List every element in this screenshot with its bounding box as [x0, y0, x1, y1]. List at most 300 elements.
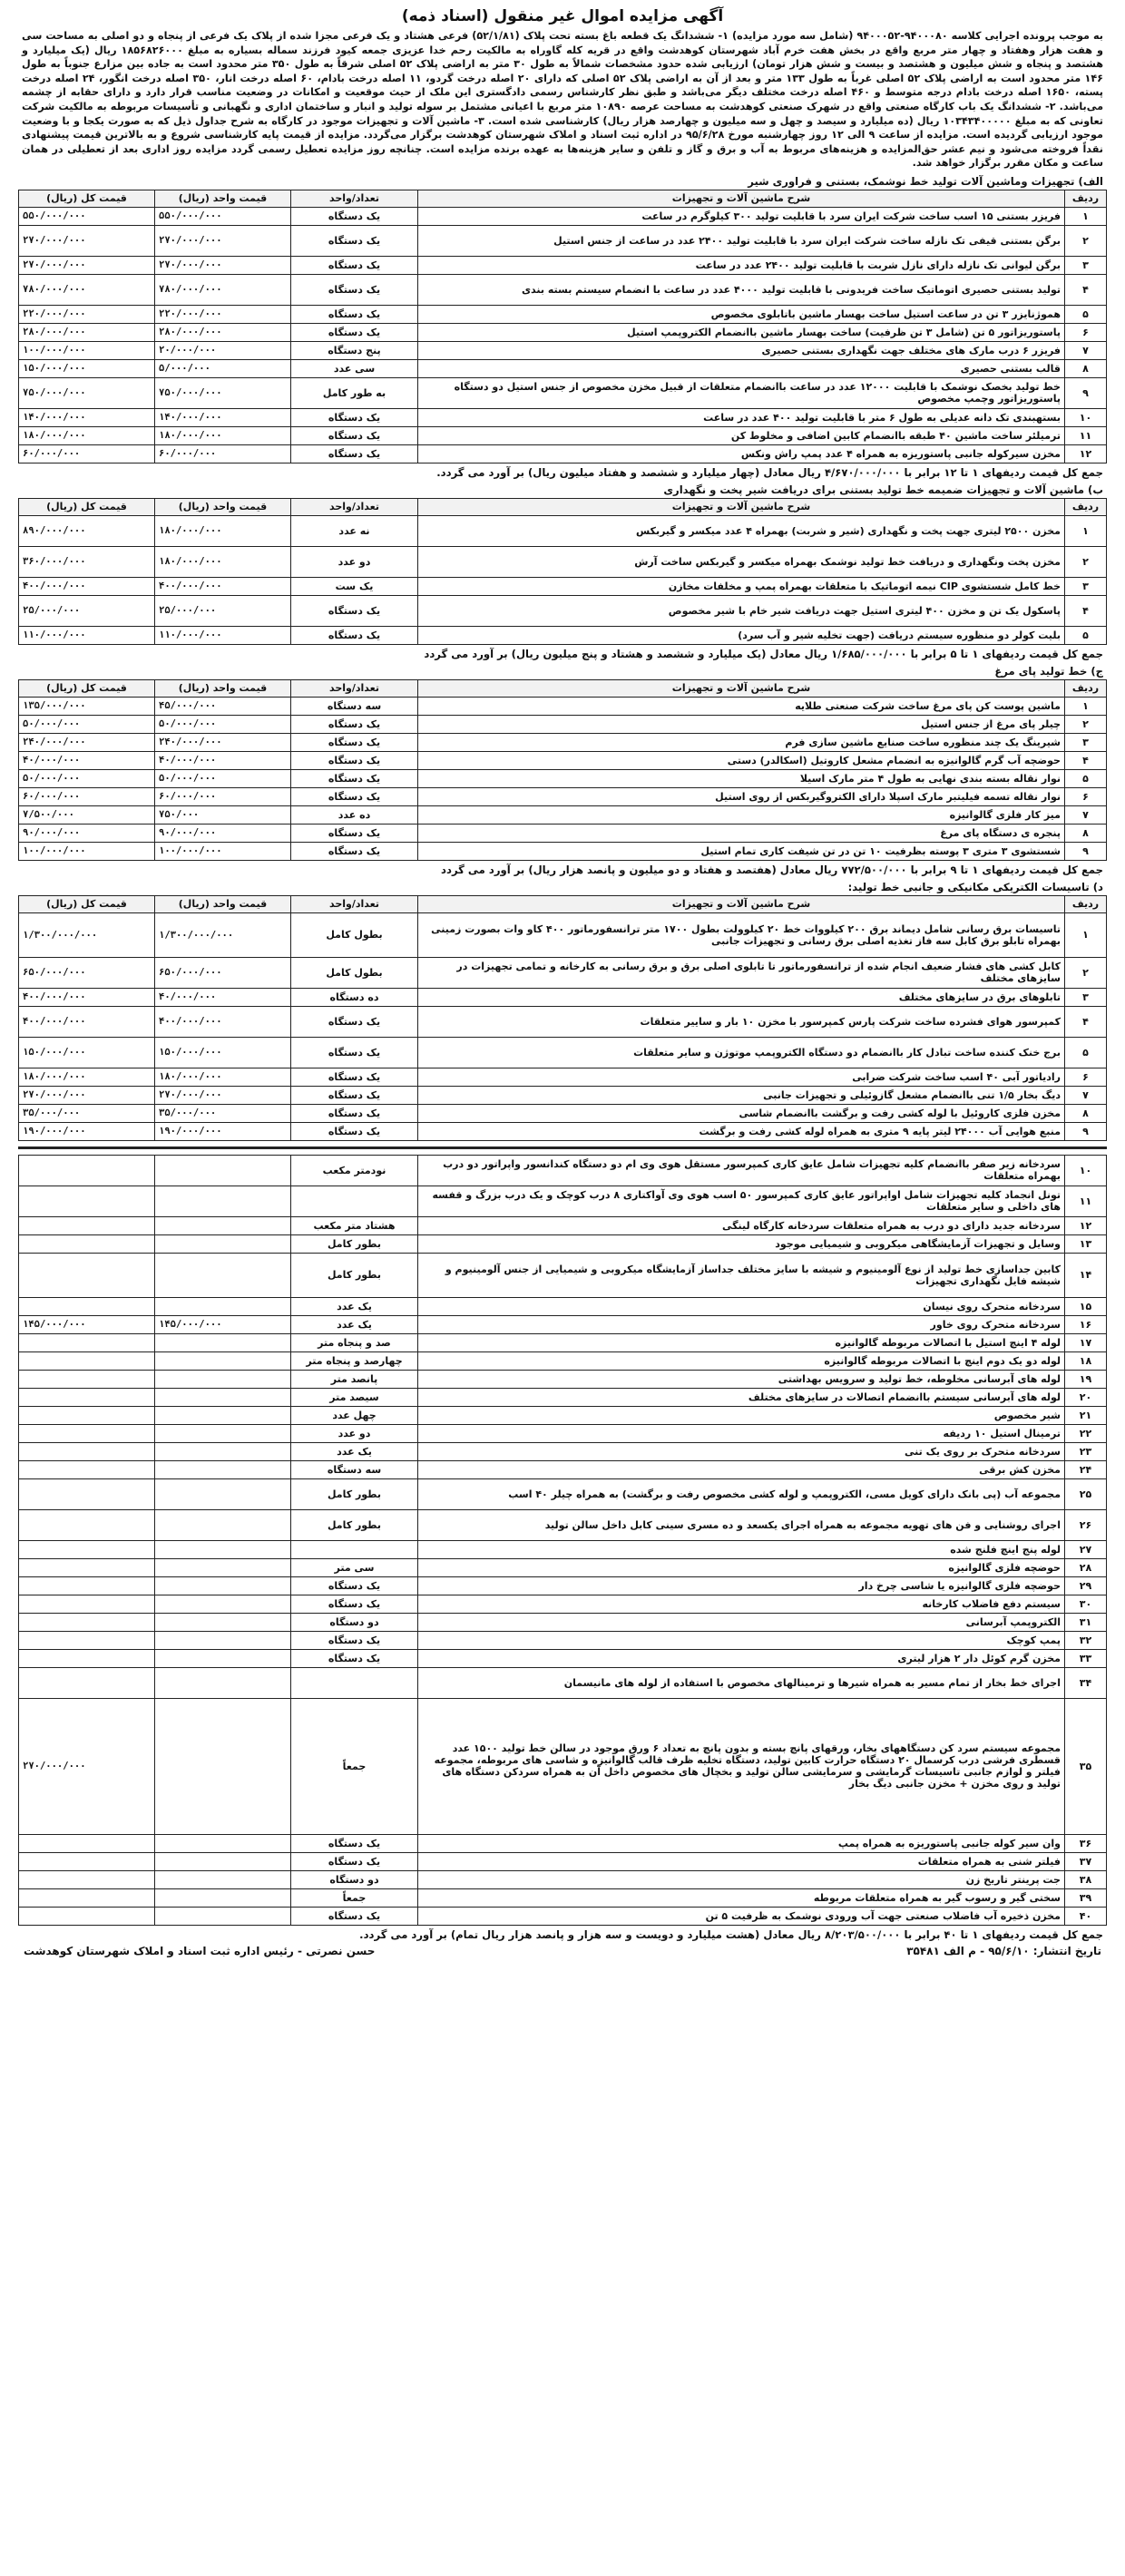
table-d-header [19, 895, 1107, 912]
row-number: ۳۲ [1065, 1631, 1107, 1649]
item-total-price: ۲۴۰/۰۰۰/۰۰۰ [19, 733, 155, 751]
item-quantity: صد و پنجاه متر [291, 1333, 418, 1351]
item-unit-price [155, 1888, 291, 1907]
item-total-price [19, 1333, 155, 1351]
item-description: هموژنایزر ۳ تن در ساعت استیل ساخت بهسار ماشین باتابلوی مخصوص [418, 305, 1065, 323]
item-unit-price: ۱۸۰/۰۰۰/۰۰۰ [155, 426, 291, 444]
item-unit-price: ۲۰/۰۰۰/۰۰۰ [155, 341, 291, 359]
item-description: نوار نقاله بسته بندی نهایی به طول ۴ متر مارک اسیلا [418, 769, 1065, 787]
table-row [19, 787, 1107, 805]
item-quantity: یک دستگاه [291, 626, 418, 644]
row-number: ۱۳ [1065, 1234, 1107, 1253]
row-number: ۷ [1065, 1086, 1107, 1104]
item-description: میز کار فلزی گالوانیزه [418, 805, 1065, 824]
item-quantity: بطور کامل [291, 1253, 418, 1297]
row-number: ۷ [1065, 805, 1107, 824]
item-quantity: جمعاً [291, 1888, 418, 1907]
table-row [19, 1315, 1107, 1333]
table-row [19, 323, 1107, 341]
item-quantity: دو عدد [291, 1424, 418, 1442]
item-unit-price [155, 1333, 291, 1351]
table-row [19, 842, 1107, 860]
item-description: لوله دو یک دوم اینچ با اتصالات مربوطه گالوانیزه [418, 1351, 1065, 1370]
row-number: ۶ [1065, 323, 1107, 341]
row-number: ۴ [1065, 1006, 1107, 1037]
row-number: ۳۶ [1065, 1834, 1107, 1852]
table-row [19, 1540, 1107, 1558]
item-total-price: ۶۰/۰۰۰/۰۰۰ [19, 444, 155, 463]
item-unit-price: ۱۹۰/۰۰۰/۰۰۰ [155, 1122, 291, 1140]
item-quantity: هشتاد متر مکعب [291, 1216, 418, 1234]
item-unit-price [155, 1870, 291, 1888]
item-unit-price: ۵۰/۰۰۰/۰۰۰ [155, 715, 291, 733]
item-quantity: به طور کامل [291, 377, 418, 408]
item-unit-price: ۱۰۰/۰۰۰/۰۰۰ [155, 842, 291, 860]
item-total-price: ۲۷۰/۰۰۰/۰۰۰ [19, 1698, 155, 1834]
item-total-price [19, 1460, 155, 1478]
item-quantity: دو دستگاه [291, 1613, 418, 1631]
item-description: جت پرینتر تاریخ زن [418, 1870, 1065, 1888]
table-row [19, 1698, 1107, 1834]
item-total-price: ۱۴۰/۰۰۰/۰۰۰ [19, 408, 155, 426]
item-description: الکتروپمپ آبرسانی [418, 1613, 1065, 1631]
item-total-price: ۲۵/۰۰۰/۰۰۰ [19, 595, 155, 626]
item-unit-price [155, 1667, 291, 1698]
table-row [19, 225, 1107, 256]
item-quantity: سیصد متر [291, 1388, 418, 1406]
table-row [19, 1297, 1107, 1315]
item-unit-price: ۲۵/۰۰۰/۰۰۰ [155, 595, 291, 626]
item-quantity: یک دستگاه [291, 824, 418, 842]
item-total-price: ۷/۵۰۰/۰۰۰ [19, 805, 155, 824]
table-row [19, 1068, 1107, 1086]
table-row [19, 805, 1107, 824]
item-description: مخزن فلزی کاروئیل با لوله کشی رفت و برگشت باانضمام شاسی [418, 1104, 1065, 1122]
item-total-price: ۱۳۵/۰۰۰/۰۰۰ [19, 697, 155, 715]
item-quantity: یک ست [291, 577, 418, 595]
item-total-price: ۳۵/۰۰۰/۰۰۰ [19, 1104, 155, 1122]
item-total-price [19, 1540, 155, 1558]
item-description: سردخانه متحرک روی خاور [418, 1315, 1065, 1333]
footer [24, 1945, 1101, 1957]
item-quantity [291, 1186, 418, 1216]
row-number: ۱۶ [1065, 1315, 1107, 1333]
row-number: ۵ [1065, 305, 1107, 323]
table-row [19, 1888, 1107, 1907]
table-row [19, 408, 1107, 426]
item-description: ترمینال استیل ۱۰ ردیفه [418, 1424, 1065, 1442]
table-row [19, 1122, 1107, 1140]
item-unit-price [155, 1631, 291, 1649]
item-quantity: سه دستگاه [291, 697, 418, 715]
item-total-price: ۶۰/۰۰۰/۰۰۰ [19, 787, 155, 805]
item-total-price: ۲۷۰/۰۰۰/۰۰۰ [19, 225, 155, 256]
item-unit-price: ۵۵۰/۰۰۰/۰۰۰ [155, 207, 291, 225]
item-description: فیلتر شنی به همراه متعلقات [418, 1852, 1065, 1870]
item-total-price [19, 1234, 155, 1253]
page-title: آگهی مزایده اموال غیر منقول (اسناد ذمه) [401, 7, 724, 25]
table-row [19, 912, 1107, 957]
item-unit-price [155, 1186, 291, 1216]
item-description: لوله های آبرسانی سیستم باانضمام اتصالات در سایزهای مختلف [418, 1388, 1065, 1406]
item-description: چیلر پای مرغ از جنس استیل [418, 715, 1065, 733]
publish-date: تاریخ انتشار: ۹۵/۶/۱۰ - م الف ۳۵۴۸۱ [906, 1944, 1101, 1957]
item-total-price [19, 1406, 155, 1424]
item-unit-price [155, 1370, 291, 1388]
row-number: ۱۴ [1065, 1253, 1107, 1297]
item-unit-price: ۴۰۰/۰۰۰/۰۰۰ [155, 1006, 291, 1037]
header-unit-price: قیمت واحد (ریال) [155, 498, 291, 515]
table-row [19, 988, 1107, 1006]
item-total-price [19, 1888, 155, 1907]
item-description: پاستوریزاتور ۵ تن (شامل ۳ تن ظرفیت) ساخت بهسار ماشین باانضمام الکتروپمپ استیل [418, 323, 1065, 341]
item-total-price [19, 1155, 155, 1186]
item-description: کابل کشی های فشار ضعیف انجام شده از ترانسفورماتور تا تابلوی اصلی برق و برق رسانی به کارخانه و تمامی تجهیزات در سایزهای مختلف [418, 957, 1065, 988]
row-number: ۳۸ [1065, 1870, 1107, 1888]
item-unit-price [155, 1509, 291, 1540]
table-row [19, 1406, 1107, 1424]
table-row [19, 1613, 1107, 1631]
table-row [19, 444, 1107, 463]
item-unit-price [155, 1907, 291, 1925]
item-total-price: ۳۶۰/۰۰۰/۰۰۰ [19, 546, 155, 577]
table-row [19, 1216, 1107, 1234]
table-row [19, 1460, 1107, 1478]
row-number: ۳۷ [1065, 1852, 1107, 1870]
item-quantity: چهارصد و پنجاه متر [291, 1351, 418, 1370]
row-number: ۱۱ [1065, 1186, 1107, 1216]
row-number: ۱ [1065, 207, 1107, 225]
item-unit-price [155, 1406, 291, 1424]
item-description: شستشوی ۳ متری ۳ پوسته بظرفیت ۱۰ تن در تن شیفت کاری تمام استیل [418, 842, 1065, 860]
section-a-title: الف) تجهیزات وماشین آلات تولید خط نوشمک، بستنی و فراوری شیر [748, 174, 1103, 188]
row-number: ۳۰ [1065, 1595, 1107, 1613]
item-total-price [19, 1509, 155, 1540]
item-quantity: یک دستگاه [291, 408, 418, 426]
item-total-price [19, 1576, 155, 1595]
item-description: تاسیسات برق رسانی شامل دیماند برق ۲۰۰ کیلووات خط ۲۰ کیلوولت بطول ۱۷۰۰ متر ترانسفورماتور ۴۰۰ کاو وات بصورت زمینی بهمراه تابلو برق کابل سه فاز تغذیه اصلی برق رسانی و تجهیزات جانبی [418, 912, 1065, 957]
item-unit-price: ۲۷۰/۰۰۰/۰۰۰ [155, 225, 291, 256]
item-description: مخزن پخت ونگهداری و دریافت خط تولید نوشمک بهمراه میکسر و گیربکس ساخت آرش [418, 546, 1065, 577]
item-total-price: ۱/۳۰۰/۰۰۰/۰۰۰ [19, 912, 155, 957]
header-qty: تعداد/واحد [291, 498, 418, 515]
item-quantity: پانصد متر [291, 1370, 418, 1388]
row-number: ۲۰ [1065, 1388, 1107, 1406]
item-unit-price: ۱۸۰/۰۰۰/۰۰۰ [155, 1068, 291, 1086]
row-number: ۹ [1065, 1122, 1107, 1140]
item-quantity: یک دستگاه [291, 426, 418, 444]
item-unit-price [155, 1424, 291, 1442]
section-a-total: جمع کل قیمت ردیفهای ۱ تا ۱۲ برابر با ۴/۶۷۰/۰۰۰/۰۰۰ ریال معادل (چهار میلیارد و ششصد و هفتاد میلیون ریال) بر آورد می گردد. [436, 465, 1103, 479]
item-quantity: سی عدد [291, 359, 418, 377]
item-unit-price: ۷۵۰/۰۰۰ [155, 805, 291, 824]
table-row [19, 426, 1107, 444]
item-quantity: یک دستگاه [291, 715, 418, 733]
header-qty: تعداد/واحد [291, 895, 418, 912]
item-total-price [19, 1667, 155, 1698]
table-row [19, 1424, 1107, 1442]
item-unit-price: ۲۸۰/۰۰۰/۰۰۰ [155, 323, 291, 341]
item-description: مخزن ذخیره آب فاضلاب صنعتی جهت آب ورودی نوشمک به ظرفیت ۵ تن [418, 1907, 1065, 1925]
item-unit-price [155, 1558, 291, 1576]
table-row [19, 1351, 1107, 1370]
intro-paragraph: به موجب پرونده اجرایی کلاسه ۹۴۰۰۰۸۰-۹۴۰۰۰۵۲ (شامل سه مورد مزایده) ۱- ششدانگ یک قطعه باغ بسته تحت پلاک (۵۲/۱/۸۱) فرعی هشتاد و یک فرعی مجزا شده از پلاک یک فرعی از پنجاه و دو اصلی به مساحت سی و هفت هزار وهفتاد و چهار متر مربع واقع در بخش هفت خرم آباد شهرستان کوهدشت واقع در قریه کله گاوراه به مالکیت رحم خدا عزیزی جمعه کیود فرزند سماله بسیاره به مبلغ ۱۸۵۶۸۲۶۰۰۰ ریال (یک میلیارد و هشتصد و پنجاه و شش میلیون و هشتصد و بیست و شش هزار تومان) ارزیابی شده حدود مشخصات شمالاً به طول ۳۰ متر به اراضی پلاک ۵۲ اصلی شرقاً به طول ۳۵۰ متر محدود است به جاده بین مزارع جنوباً به طول ۱۴۶ متر محدود است به اراضی پلاک ۵۲ اصلی غرباً به طول ۱۳۳ متر و بعد از آن به اراضی پلاک ۵۲ اصلی که دارای ۲۰ اصله درخت گردو، ۱۱ اصله درخت بادام، ۶۰ اصله درخت انار، ۳۵۰ اصله درخت انگور، ۲۴ اصله درخت پسته، ۱۶۵۰ اصله درخت بادام درجه متوسط و ۴۶۰ اصله درخت مختلف دیگر می‌باشد و طبق نظر کارشناس رسمی دادگستری این ملک از حیث موقعیت و امکانات در وضعیت مناسب قرار دارد و دارای حقابه از چشمه می‌باشد. ۲- ششدانگ یک باب کارگاه صنعتی واقع در شهرک صنعتی کوهدشت به مساحت عرصه ۱۰۸۹۰ متر مربع با اعیانی مشتمل بر سوله تولید و انبار و ساختمان اداری و نگهبانی و تأسیسات مربوطه به مالکیت شرکت تعاونی که به مبلغ ۱۰۳۴۳۴۰۰۰۰۰ ریال (ده میلیارد و سیصد و چهل و سه میلیون و چهارصد هزار ریال) کارشناسی شده است. ۳- ماشین آلات و تجهیزات موجود در کارگاه به شرح جداول ذیل که به صورت یکجا و با وضعیت موجود ارزیابی گردیده است. مزایده از ساعت ۹ الی ۱۲ روز چهارشنبه مورخ ۹۵/۶/۲۸ در اداره ثبت اسناد و املاک شهرستان کوهدشت برگزار می‌گردد. مزایده از قیمت پایه کارشناسی شروع و به بالاترین قیمت پیشنهادی نقداً فروخته می‌شود و نیم عشر حق‌المزایده و هزینه‌های مربوط به آب و برق و گاز و تلفن و سایر هزینه‌ها به عهده برنده مزایده است. چنانچه روز مزایده تعطیل رسمی گردد مزایده روز اداری بعد از تعطیلی در همان ساعت و مکان مقرر برگزار خواهد شد. [22, 30, 1104, 170]
item-quantity: سه دستگاه [291, 1460, 418, 1478]
row-number: ۳۵ [1065, 1698, 1107, 1834]
table-row [19, 1595, 1107, 1613]
item-unit-price: ۱۸۰/۰۰۰/۰۰۰ [155, 546, 291, 577]
header-total-price: قیمت کل (ریال) [19, 498, 155, 515]
row-number: ۳ [1065, 577, 1107, 595]
item-quantity: یک دستگاه [291, 769, 418, 787]
row-number: ۱۷ [1065, 1333, 1107, 1351]
table-row [19, 256, 1107, 274]
row-number: ۵ [1065, 769, 1107, 787]
item-quantity: یک عدد [291, 1297, 418, 1315]
item-quantity: یک دستگاه [291, 1104, 418, 1122]
row-number: ۳ [1065, 733, 1107, 751]
item-description: حوضچه آب گرم گالوانیزه به انضمام مشعل کاروتیل (اسکالدر) دستی [418, 751, 1065, 769]
item-quantity: نودمتر مکعب [291, 1155, 418, 1186]
header-row: ردیف [1065, 190, 1107, 207]
section-c-total: جمع کل قیمت ردیفهای ۱ تا ۹ برابر با ۷۷۲/۵۰۰/۰۰۰ ریال معادل (هفتصد و هفتاد و دو میلیون و پانصد هزار ریال) بر آورد می گردد [441, 863, 1103, 876]
row-number: ۲۱ [1065, 1406, 1107, 1424]
item-total-price: ۷۵۰/۰۰۰/۰۰۰ [19, 377, 155, 408]
item-total-price: ۱۱۰/۰۰۰/۰۰۰ [19, 626, 155, 644]
ad-page [18, 7, 1107, 1957]
item-total-price: ۱۵۰/۰۰۰/۰۰۰ [19, 1037, 155, 1068]
item-total-price: ۲۸۰/۰۰۰/۰۰۰ [19, 323, 155, 341]
item-unit-price: ۵۰/۰۰۰/۰۰۰ [155, 769, 291, 787]
item-description: سردخانه متحرک روی نیسان [418, 1297, 1065, 1315]
item-description: وان سیر کوله جانبی پاستوریزه به همراه پمپ [418, 1834, 1065, 1852]
row-number: ۱۹ [1065, 1370, 1107, 1388]
item-description: مخزن سیرکوله جانبی پاستوریزه به همراه ۴ عدد پمپ راش ونکس [418, 444, 1065, 463]
row-number: ۴ [1065, 595, 1107, 626]
item-quantity: بطول کامل [291, 912, 418, 957]
section-b-total: جمع کل قیمت ردیفهای ۱ تا ۵ برابر با ۱/۶۸۵/۰۰۰/۰۰۰ ریال معادل (یک میلیارد و ششصد و هشتاد و پنج میلیون ریال) بر آورد می گردد [424, 647, 1103, 660]
table-row [19, 1649, 1107, 1667]
item-unit-price: ۷۸۰/۰۰۰/۰۰۰ [155, 274, 291, 305]
item-description: مخزن گرم کوئل دار ۲ هزار لیتری [418, 1649, 1065, 1667]
table-row [19, 1478, 1107, 1509]
item-total-price: ۴۰۰/۰۰۰/۰۰۰ [19, 577, 155, 595]
row-number: ۳۴ [1065, 1667, 1107, 1698]
table-row [19, 1509, 1107, 1540]
item-total-price [19, 1351, 155, 1370]
item-unit-price [155, 1595, 291, 1613]
item-description: مخزن کش برقی [418, 1460, 1065, 1478]
item-unit-price [155, 1540, 291, 1558]
item-description: فریزر ۶ درب مارک های مختلف جهت نگهداری بستنی حصیری [418, 341, 1065, 359]
item-quantity: پنج دستگاه [291, 341, 418, 359]
table-row [19, 824, 1107, 842]
row-number: ۲۴ [1065, 1460, 1107, 1478]
item-description: فریزر بستنی ۱۵ اسب ساخت شرکت ایران سرد با قابلیت تولید ۳۰۰ کیلوگرم در ساعت [418, 207, 1065, 225]
row-number: ۱۰ [1065, 408, 1107, 426]
table-row [19, 751, 1107, 769]
item-description: مجموعه سیستم سرد کن دستگاههای بخار، ورقهای پانچ بسته و بدون پانچ به تعداد ۶ ورق موجود در سالن خط تولید ۱۵۰۰ عدد قسطری فرشی درب کرسمال ۲۰ دستگاه حرارت کابین تولید، دستگاه تخلیه ظرف قالب گالوانیزه و شاسی های مربوطه، مجموعه فیلتر و لوازم جانبی تاسیسات گرمایشی و سرمایشی سالن تولید و بخچال های مخصوص داخل آن به همراه سردکن دستگاه های تولید و روی مخزن + مخزن جانبی دیگ بخار [418, 1698, 1065, 1834]
table-row [19, 1333, 1107, 1351]
item-description: اجرای روشنایی و فن های تهویه مجموعه به همراه اجرای یکسعد و ده مسری سینی کابل داخل سالن تولید [418, 1509, 1065, 1540]
item-quantity: بطور کامل [291, 1509, 418, 1540]
table-row [19, 305, 1107, 323]
item-quantity: یک دستگاه [291, 444, 418, 463]
item-unit-price: ۱۱۰/۰۰۰/۰۰۰ [155, 626, 291, 644]
item-unit-price [155, 1297, 291, 1315]
item-unit-price: ۴۰/۰۰۰/۰۰۰ [155, 988, 291, 1006]
item-quantity: یک دستگاه [291, 595, 418, 626]
item-description: دیگ بخار ۱/۵ تنی باانضمام مشعل گازوئیلی و تجهیزات جانبی [418, 1086, 1065, 1104]
item-unit-price: ۷۵۰/۰۰۰/۰۰۰ [155, 377, 291, 408]
item-total-price [19, 1253, 155, 1297]
item-total-price: ۷۸۰/۰۰۰/۰۰۰ [19, 274, 155, 305]
row-number: ۲ [1065, 546, 1107, 577]
row-number: ۱ [1065, 515, 1107, 546]
table-row [19, 1442, 1107, 1460]
table-row [19, 1037, 1107, 1068]
item-total-price [19, 1834, 155, 1852]
item-unit-price [155, 1852, 291, 1870]
item-unit-price: ۱/۳۰۰/۰۰۰/۰۰۰ [155, 912, 291, 957]
table-row [19, 274, 1107, 305]
item-description: خط کامل شستشوی CIP نیمه اتوماتیک با متعلقات بهمراه پمپ و مخلفات مخازن [418, 577, 1065, 595]
item-total-price: ۵۵۰/۰۰۰/۰۰۰ [19, 207, 155, 225]
item-description: برگن لیوانی تک نازله دارای نازل شربت با قابلیت تولید ۲۴۰۰ عدد در ساعت [418, 256, 1065, 274]
item-description: وسایل و تجهیزات آزمایشگاهی میکروبی و شیمیایی موجود [418, 1234, 1065, 1253]
item-total-price: ۱۹۰/۰۰۰/۰۰۰ [19, 1122, 155, 1140]
item-quantity: یک دستگاه [291, 207, 418, 225]
item-description: سیستم دفع فاضلاب کارخانه [418, 1595, 1065, 1613]
item-description: سردخانه جدید دارای دو درب به همراه متعلقات سردخانه کارگاه لینگی [418, 1216, 1065, 1234]
item-quantity: دو عدد [291, 546, 418, 577]
section-d-title: د) تاسیسات الکتریکی مکانیکی و جانبی خط تولید: [847, 880, 1103, 893]
row-number: ۵ [1065, 1037, 1107, 1068]
table-row [19, 1576, 1107, 1595]
table-c [18, 679, 1107, 861]
header-desc: شرح ماشین آلات و تجهیزات [418, 190, 1065, 207]
item-quantity: یک دستگاه [291, 1006, 418, 1037]
item-unit-price: ۴۵/۰۰۰/۰۰۰ [155, 697, 291, 715]
item-quantity: یک دستگاه [291, 842, 418, 860]
item-total-price: ۱۰۰/۰۰۰/۰۰۰ [19, 341, 155, 359]
item-unit-price [155, 1478, 291, 1509]
item-total-price: ۲۷۰/۰۰۰/۰۰۰ [19, 256, 155, 274]
section-d-total: جمع کل قیمت ردیفهای ۱ تا ۴۰ برابر با ۸/۲۰۳/۵۰۰/۰۰۰ ریال معادل (هشت میلیارد و دویست و سه هزار و پانصد هزار ریال تمام) بر آورد می گردد. [359, 1927, 1103, 1941]
row-number: ۱ [1065, 697, 1107, 715]
item-quantity: یک دستگاه [291, 751, 418, 769]
table-row [19, 1388, 1107, 1406]
table-row [19, 957, 1107, 988]
item-description: رادیاتور آبی ۴۰ اسب ساخت شرکت ضرابی [418, 1068, 1065, 1086]
item-total-price [19, 1649, 155, 1667]
item-unit-price: ۱۵۰/۰۰۰/۰۰۰ [155, 1037, 291, 1068]
item-total-price: ۹۰/۰۰۰/۰۰۰ [19, 824, 155, 842]
row-number: ۸ [1065, 1104, 1107, 1122]
item-total-price [19, 1852, 155, 1870]
item-unit-price [155, 1649, 291, 1667]
row-number: ۲ [1065, 957, 1107, 988]
item-description: شیر مخصوص [418, 1406, 1065, 1424]
item-unit-price: ۲۷۰/۰۰۰/۰۰۰ [155, 1086, 291, 1104]
item-quantity: یک دستگاه [291, 1576, 418, 1595]
item-description: بستهبندی تک دانه عدیلی به طول ۶ متر با قابلیت تولید ۴۰۰ عدد در ساعت [418, 408, 1065, 426]
item-quantity: نه عدد [291, 515, 418, 546]
item-description: برج خنک کننده ساخت تبادل کار باانضمام دو دستگاه الکتروپمپ موتوژن و سایر متعلقات [418, 1037, 1065, 1068]
item-description: مخزن ۲۵۰۰ لیتری جهت پخت و نگهداری (شیر و شربت) بهمراه ۴ عدد میکسر و گیربکس [418, 515, 1065, 546]
header-desc: شرح ماشین آلات و تجهیزات [418, 679, 1065, 697]
row-number: ۳ [1065, 256, 1107, 274]
item-description: لوله پنج اینچ فلنج شده [418, 1540, 1065, 1558]
item-unit-price [155, 1253, 291, 1297]
row-number: ۸ [1065, 359, 1107, 377]
table-row [19, 733, 1107, 751]
header-row: ردیف [1065, 895, 1107, 912]
item-total-price [19, 1297, 155, 1315]
item-total-price [19, 1631, 155, 1649]
item-quantity: یک دستگاه [291, 1852, 418, 1870]
item-unit-price [155, 1234, 291, 1253]
item-unit-price [155, 1388, 291, 1406]
item-total-price [19, 1424, 155, 1442]
item-description: سردخانه زیر صفر باانضمام کلیه تجهیزات شامل عایق کاری کمپرسور مستقل هوی وی ام دو دستگاه کندانسور واپراتور دو درب بهمراه متعلقات [418, 1155, 1065, 1186]
table-row [19, 207, 1107, 225]
row-number: ۲۶ [1065, 1509, 1107, 1540]
table-a-header [19, 190, 1107, 207]
item-description: لوله های آبرسانی مخلوطه، خط تولید و سرویس بهداشتی [418, 1370, 1065, 1388]
item-total-price [19, 1478, 155, 1509]
item-quantity: یک دستگاه [291, 274, 418, 305]
table-b [18, 498, 1107, 645]
section-b-title: ب) ماشین آلات و تجهیزات ضمیمه خط تولید بستنی برای دریافت شیر پخت و نگهداری [663, 483, 1103, 496]
item-description: حوضچه فلزی گالوانیزه [418, 1558, 1065, 1576]
header-unit-price: قیمت واحد (ریال) [155, 679, 291, 697]
table-row [19, 1370, 1107, 1388]
item-description: ترمیلئر ساخت ماشین ۴۰ طبقه باانضمام کابین اضافی و مخلوط کن [418, 426, 1065, 444]
signature: حسن نصرتی - رئیس اداره ثبت اسناد و املاک شهرستان کوهدشت [24, 1944, 376, 1957]
item-total-price [19, 1595, 155, 1613]
item-unit-price [155, 1698, 291, 1834]
table-row [19, 1631, 1107, 1649]
item-description: نوار نقاله تسمه فیلیتبر مارک اسپلا دارای الکتروگیربکس از روی استیل [418, 787, 1065, 805]
table-row [19, 715, 1107, 733]
row-number: ۳۳ [1065, 1649, 1107, 1667]
section-c-title: ج) خط تولید پای مرغ [994, 664, 1103, 678]
item-quantity: ده دستگاه [291, 988, 418, 1006]
table-row [19, 377, 1107, 408]
row-number: ۳ [1065, 988, 1107, 1006]
row-number: ۱۱ [1065, 426, 1107, 444]
item-unit-price: ۲۴۰/۰۰۰/۰۰۰ [155, 733, 291, 751]
item-unit-price: ۴۰/۰۰۰/۰۰۰ [155, 751, 291, 769]
item-description: قالب بستنی حصیری [418, 359, 1065, 377]
item-unit-price [155, 1576, 291, 1595]
item-total-price: ۲۲۰/۰۰۰/۰۰۰ [19, 305, 155, 323]
row-number: ۶ [1065, 1068, 1107, 1086]
row-number: ۳۱ [1065, 1613, 1107, 1631]
table-b-header [19, 498, 1107, 515]
item-quantity: یک دستگاه [291, 323, 418, 341]
row-number: ۱۲ [1065, 444, 1107, 463]
item-quantity: یک دستگاه [291, 1595, 418, 1613]
table-c-header [19, 679, 1107, 697]
column-divider [18, 1147, 1107, 1149]
item-total-price [19, 1388, 155, 1406]
item-quantity: یک عدد [291, 1442, 418, 1460]
header-row: ردیف [1065, 498, 1107, 515]
item-quantity: سی متر [291, 1558, 418, 1576]
item-description: اجرای خط بخار از تمام مسیر به همراه شیرها و ترمینالهای مخصوص با استفاده از لوله های مانیسمان [418, 1667, 1065, 1698]
